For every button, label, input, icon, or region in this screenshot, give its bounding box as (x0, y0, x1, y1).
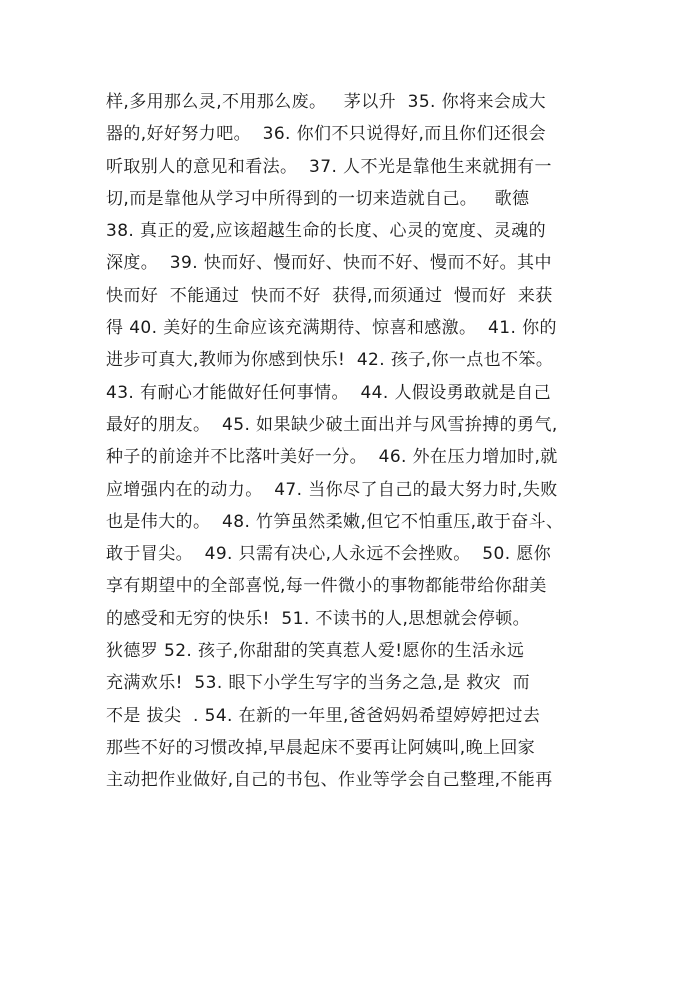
document-body (106, 86, 606, 797)
text-line: 得 40. 美好的生命应该充满期待、惊喜和感激。 41. 你的 (106, 318, 557, 339)
text-line: 主动把作业做好,自己的书包、作业等学会自己整理,不能再 (106, 770, 553, 791)
text-line: 最好的朋友。 45. 如果缺少破土面出并与风雪拚搏的勇气, (106, 414, 558, 435)
text-line: 切,而是靠他从学习中所得到的一切来造就自己。 歌德 (106, 188, 530, 209)
text-line: 种子的前途并不比落叶美好一分。 46. 外在压力增加时,就 (106, 447, 558, 468)
text-line: 听取别人的意见和看法。 37. 人不光是靠他生来就拥有一 (106, 156, 552, 177)
text-line: 43. 有耐心才能做好任何事情。 44. 人假设勇敢就是自己 (106, 382, 552, 403)
text-line: 敢于冒尖。 49. 只需有决心,人永远不会挫败。 50. 愿你 (106, 544, 552, 565)
text-line: 38. 真正的爱,应该超越生命的长度、心灵的宽度、灵魂的 (106, 221, 547, 242)
text-line: 进步可真大,教师为你感到快乐! 42. 孩子,你一点也不笨。 (106, 350, 554, 371)
text-line: 器的,好好努力吧。 36. 你们不只说得好,而且你们还很会 (106, 124, 547, 145)
text-line: 应增强内在的动力。 47. 当你尽了自己的最大努力时,失败 (106, 479, 558, 500)
text-line: 那些不好的习惯改掉,早晨起床不要再让阿姨叫,晚上回家 (106, 737, 536, 758)
text-line: 不是 拔尖 . 54. 在新的一年里,爸爸妈妈希望婷婷把过去 (106, 705, 541, 726)
text-line: 深度。 39. 快而好、慢而好、快而不好、慢而不好。其中 (106, 253, 552, 274)
text-line: 样,多用那么灵,不用那么废。 茅以升 35. 你将来会成大 (106, 92, 547, 112)
text-line: 充满欢乐! 53. 眼下小学生写字的当务之急,是 救灾 而 (106, 673, 531, 694)
text-line: 享有期望中的全部喜悦,每一件微小的事物都能带给你甜美 (106, 576, 547, 597)
text-line: 狄德罗 52. 孩子,你甜甜的笑真惹人爱!愿你的生活永远 (106, 641, 525, 662)
text-line: 快而好 不能通过 快而不好 获得,而须通过 慢而好 来获 (106, 285, 553, 306)
text-line: 也是伟大的。 48. 竹笋虽然柔嫩,但它不怕重压,敢于奋斗、 (106, 511, 564, 532)
text-line: 的感受和无穷的快乐! 51. 不读书的人,思想就会停顿。 (106, 608, 531, 629)
